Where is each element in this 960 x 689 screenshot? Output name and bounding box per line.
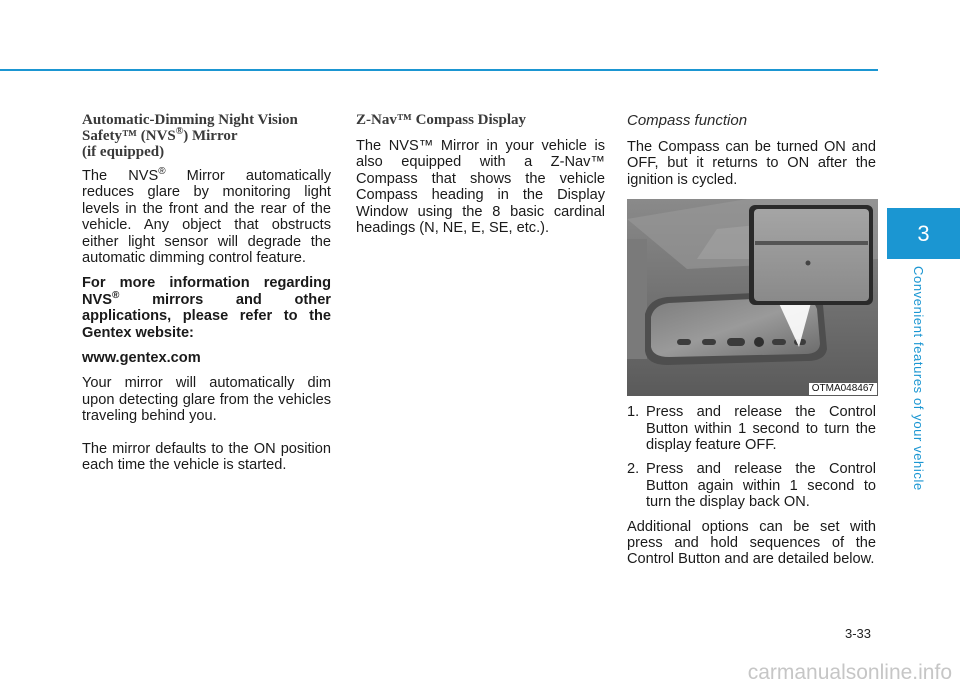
paragraph-default-on: The mirror defaults to the ON position each time the vehicle is started. — [82, 440, 331, 474]
gentex-website-link[interactable]: www.gentex.com — [82, 350, 201, 367]
mirror-illustration — [627, 199, 878, 396]
p1-start: The NVS — [82, 168, 159, 184]
mirror-photo — [627, 199, 878, 396]
column-3 — [627, 112, 876, 577]
section-heading-compass-display: Z-Nav™ Compass Display — [356, 112, 527, 128]
step-number: 1. — [627, 404, 640, 421]
registered-mark: ® — [158, 166, 166, 178]
list-item — [627, 461, 876, 510]
paragraph-additional-options: Additional options can be set with press and hold sequences of the Control Button and are detailed below. — [627, 518, 876, 568]
chapter-title: Convenient features of your vehicle — [911, 266, 926, 491]
heading-line-2a: Safety™ (NVS — [82, 128, 176, 144]
p2-rest: mirrors and other applications, please refer to the Gentex website: — [82, 291, 331, 341]
header-rule — [0, 69, 878, 71]
p1-rest: Mirror automatically reduces glare by monitoring light levels in the front and the rear of the vehicle. Any object that obstructs either light sensor will degrade the automatic dimming control feature. — [82, 168, 332, 267]
paragraph-compass-display: The NVS™ Mirror in your vehicle is also equipped with a Z-Nav™ Compass that shows the vehicle Compass heading in the Display Window using the 8 basic cardinal headings (N, NE, E, SE, etc.). — [356, 138, 605, 237]
list-item — [627, 404, 876, 453]
figure-code-label: OTMA048467 — [809, 383, 877, 395]
registered-mark: ® — [175, 126, 184, 137]
step-number: 2. — [627, 461, 640, 478]
steps-list — [627, 404, 876, 510]
p2-start: For more information regarding NVS — [82, 275, 331, 308]
registered-mark: ® — [112, 289, 120, 301]
heading-line-2b: ) Mirror — [183, 128, 238, 144]
page-number: 3-33 — [845, 626, 872, 641]
heading-line-3: (if equipped) — [82, 144, 165, 160]
section-heading-nvs-mirror — [82, 112, 331, 160]
paragraph-compass-on-off: The Compass can be turned ON and OFF, but it returns to ON after the ignition is cycled. — [627, 139, 876, 188]
subheading-compass-function: Compass function — [627, 112, 748, 129]
paragraph-auto-dim: Your mirror will automatically dim upon detecting glare from the vehicles traveling behind you. — [82, 375, 331, 425]
chapter-tab: 3 — [887, 208, 960, 259]
watermark: carmanualsonline.info — [747, 661, 952, 684]
paragraph-nvs-intro — [82, 168, 331, 266]
heading-line-1: Automatic-Dimming Night Vision — [82, 112, 298, 128]
step-text: Press and release the Control Button again within 1 second to turn the display back ON. — [646, 461, 876, 511]
paragraph-more-info — [82, 275, 331, 341]
column-2 — [356, 112, 605, 245]
column-1 — [82, 112, 331, 483]
step-text: Press and release the Control Button within 1 second to turn the display feature OFF. — [646, 404, 876, 454]
